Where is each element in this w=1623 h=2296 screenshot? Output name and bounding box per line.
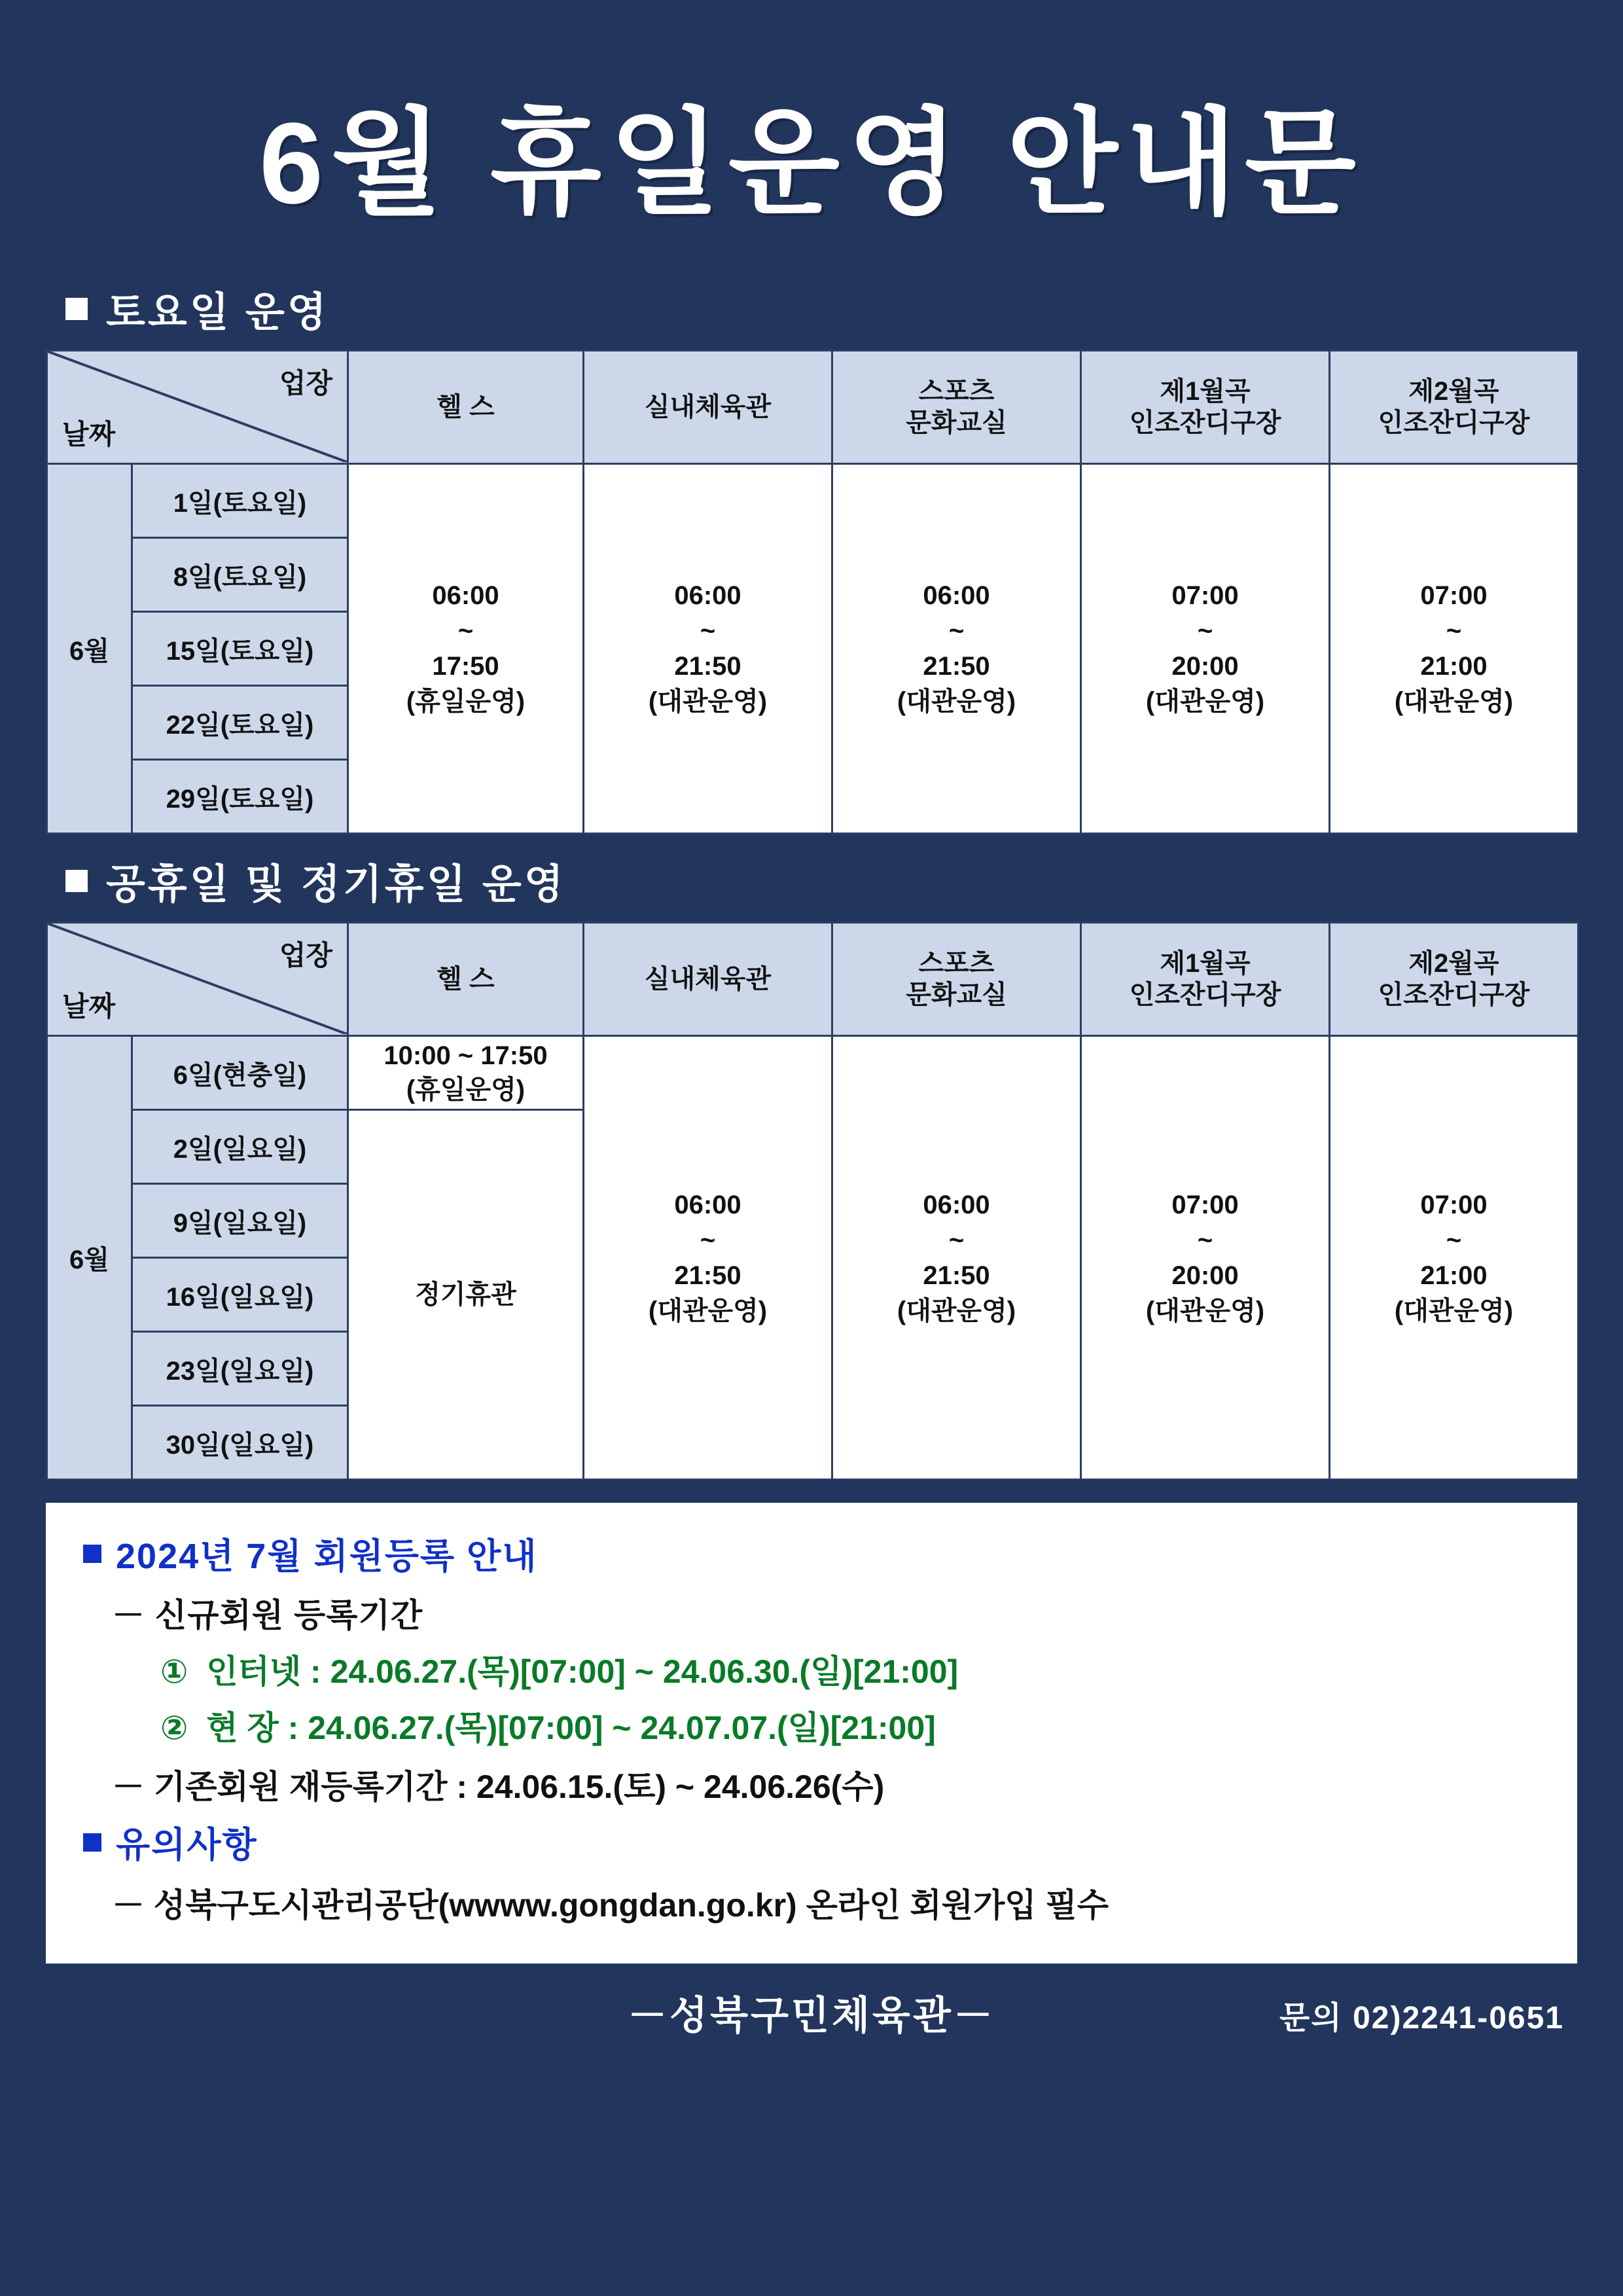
square-bullet-icon (83, 1833, 101, 1852)
notice-heading-caution (83, 1817, 1540, 1867)
square-bullet-icon (83, 1545, 101, 1563)
corner-header-cell (47, 351, 348, 464)
column-header-gym (348, 923, 584, 1036)
hours-note: (대관운영) (897, 1296, 1016, 1325)
new-member-onsite-item (160, 1702, 1540, 1749)
column-header-field2 (1330, 923, 1578, 1036)
hours-start: 06:00 (674, 1190, 741, 1219)
column-header-field2-line1: 제2월곡 (1408, 949, 1499, 978)
hours-field1-holiday (1081, 1036, 1330, 1480)
month-label-saturday: 6월 (47, 464, 132, 834)
column-header-indoor (584, 351, 832, 464)
holiday-schedule-table (46, 922, 1579, 1480)
corner-row-label: 날짜 (62, 419, 116, 450)
hours-start: 07:00 (1171, 581, 1239, 610)
date-cell: 1일(토요일) (132, 464, 348, 538)
column-header-sports-class (832, 923, 1081, 1036)
existing-member-period: － 기존회원 재등록기간 : 24.06.15.(토) ~ 24.06.26(수) (112, 1768, 885, 1805)
corner-header-cell (47, 923, 348, 1036)
hours-end: 21:50 (923, 652, 990, 681)
hours-start: 06:00 (923, 581, 990, 610)
column-header-gym-line1: 헬 스 (437, 965, 495, 994)
hours-separator: ~ (1446, 1225, 1462, 1255)
square-bullet-icon (65, 870, 88, 892)
date-cell: 8일(토요일) (132, 538, 348, 612)
notice-box (46, 1503, 1577, 1964)
hours-separator: ~ (1197, 617, 1213, 645)
column-header-field2-line2: 인조잔디구장 (1378, 408, 1530, 437)
notice-heading-caution-label: 유의사항 (116, 1825, 258, 1865)
corner-col-label: 업장 (279, 368, 332, 399)
list-number: ② (160, 1710, 188, 1746)
hours-end: 20:00 (1171, 1261, 1239, 1290)
column-header-field2-line1: 제2월곡 (1408, 377, 1499, 406)
date-cell: 23일(일요일) (132, 1332, 348, 1406)
column-header-field2-line2: 인조잔디구장 (1378, 980, 1530, 1009)
column-header-indoor (584, 923, 832, 1036)
footer (46, 1981, 1577, 2039)
hours-start: 07:00 (1171, 1190, 1239, 1219)
hours-end: 21:50 (674, 1261, 741, 1290)
notice-heading-registration-label: 2024년 7월 회원등록 안내 (116, 1537, 538, 1576)
hours-indoor-saturday (584, 464, 832, 834)
column-header-field2 (1330, 351, 1578, 464)
hours-end: 20:00 (1171, 652, 1239, 681)
page-title: 6월 휴일운영 안내문 (259, 99, 1364, 228)
column-header-field1-line2: 인조잔디구장 (1129, 980, 1281, 1009)
table-header-row (47, 351, 1578, 464)
hours-start: 06:00 (923, 1190, 990, 1219)
hours-separator: ~ (1446, 617, 1462, 645)
hours-note: (휴일운영) (406, 1075, 526, 1104)
hours-note: (대관운영) (897, 687, 1016, 716)
column-header-sports-class-line1: 스포츠 (918, 377, 995, 406)
hours-start: 07:00 (1420, 581, 1488, 610)
hours-end: 21:50 (923, 1261, 990, 1290)
hours-end: 21:00 (1420, 1261, 1488, 1290)
table-header-row (47, 923, 1578, 1036)
hours-indoor-holiday (584, 1036, 832, 1480)
hours-note: (대관운영) (1394, 687, 1514, 716)
caution-membership-signup: － 성북구도시관리공단(wwww.gongdan.go.kr) 온라인 회원가입 필수 (112, 1887, 1109, 1924)
hours-start: 06:00 (432, 581, 499, 610)
hours-separator: ~ (700, 1225, 716, 1255)
hours-note: (대관운영) (1145, 1296, 1265, 1325)
hours-separator: ~ (457, 617, 474, 645)
hours-field1-saturday (1081, 464, 1330, 834)
date-cell: 9일(일요일) (132, 1184, 348, 1258)
hours-separator: ~ (700, 617, 716, 645)
hours-separator: ~ (1197, 1225, 1213, 1255)
column-header-sports-class-line1: 스포츠 (918, 949, 995, 978)
column-header-field1-line2: 인조잔디구장 (1129, 408, 1281, 437)
column-header-sports-class-line2: 문화교실 (906, 408, 1007, 437)
date-cell: 2일(일요일) (132, 1110, 348, 1184)
footer-contact: 문의 02)2241-0651 (1279, 2001, 1564, 2036)
column-header-field1-line1: 제1월곡 (1160, 377, 1251, 406)
footer-organization: －성북구민체육관－ (628, 1994, 995, 2037)
hours-note: (휴일운영) (406, 687, 526, 716)
hours-range: 10:00 ~ 17:50 (383, 1041, 548, 1070)
hours-gym-saturday (348, 464, 584, 834)
date-cell: 30일(일요일) (132, 1406, 348, 1480)
hours-sports-class-saturday (832, 464, 1081, 834)
date-cell: 22일(토요일) (132, 686, 348, 760)
hours-separator: ~ (948, 1225, 965, 1255)
date-cell: 15일(토요일) (132, 612, 348, 686)
hours-end: 17:50 (432, 652, 499, 681)
column-header-indoor-line1: 실내체육관 (644, 965, 772, 994)
saturday-schedule-table (46, 350, 1579, 834)
new-member-onsite-value: 24.06.27.(목)[07:00] ~ 24.07.07.(일)[21:00] (308, 1710, 936, 1746)
column-header-field1-line1: 제1월곡 (1160, 949, 1251, 978)
hours-end: 21:50 (674, 652, 741, 681)
column-header-gym-line1: 헬 스 (437, 393, 495, 422)
list-number: ① (160, 1653, 188, 1690)
column-header-sports-class-line2: 문화교실 (906, 980, 1007, 1009)
month-label-holiday: 6월 (47, 1036, 132, 1480)
hours-sports-class-holiday (832, 1036, 1081, 1480)
new-member-online-item (160, 1645, 1540, 1693)
hours-field2-holiday (1330, 1036, 1578, 1480)
corner-row-label: 날짜 (62, 991, 116, 1022)
column-header-field1 (1081, 923, 1330, 1036)
hours-note: (대관운영) (1145, 687, 1265, 716)
date-cell: 29일(토요일) (132, 760, 348, 834)
hours-start: 07:00 (1420, 1190, 1488, 1219)
section-heading-holiday (65, 852, 1577, 910)
hours-end: 21:00 (1420, 652, 1488, 681)
gym-closed-label: 정기휴관 (348, 1110, 584, 1480)
date-cell: 16일(일요일) (132, 1258, 348, 1332)
corner-col-label: 업장 (279, 940, 332, 971)
hours-note: (대관운영) (648, 1296, 768, 1325)
column-header-indoor-line1: 실내체육관 (644, 393, 772, 422)
column-header-field1 (1081, 351, 1330, 464)
new-member-onsite-label: 현 장 : (206, 1710, 299, 1746)
table-row (47, 464, 1578, 538)
new-member-period-label: － 신규회원 등록기간 (112, 1597, 423, 1634)
hours-separator: ~ (948, 617, 965, 645)
hours-gym-memorial-day (348, 1036, 584, 1110)
notice-heading-registration (83, 1528, 1540, 1579)
section-heading-saturday (65, 279, 1577, 338)
hours-field2-saturday (1330, 464, 1578, 834)
section-heading-holiday-label: 공휴일 및 정기휴일 운영 (106, 862, 566, 907)
new-member-online-label: 인터넷 : (206, 1653, 321, 1690)
column-header-sports-class (832, 351, 1081, 464)
square-bullet-icon (65, 298, 88, 320)
hours-start: 06:00 (674, 581, 741, 610)
hours-note: (대관운영) (1394, 1296, 1514, 1325)
table-row (47, 1036, 1578, 1110)
section-heading-saturday-label: 토요일 운영 (106, 290, 329, 335)
date-cell: 6일(현충일) (132, 1036, 348, 1110)
column-header-gym (348, 351, 584, 464)
hours-note: (대관운영) (648, 687, 768, 716)
new-member-online-value: 24.06.27.(목)[07:00] ~ 24.06.30.(일)[21:00] (330, 1653, 959, 1690)
